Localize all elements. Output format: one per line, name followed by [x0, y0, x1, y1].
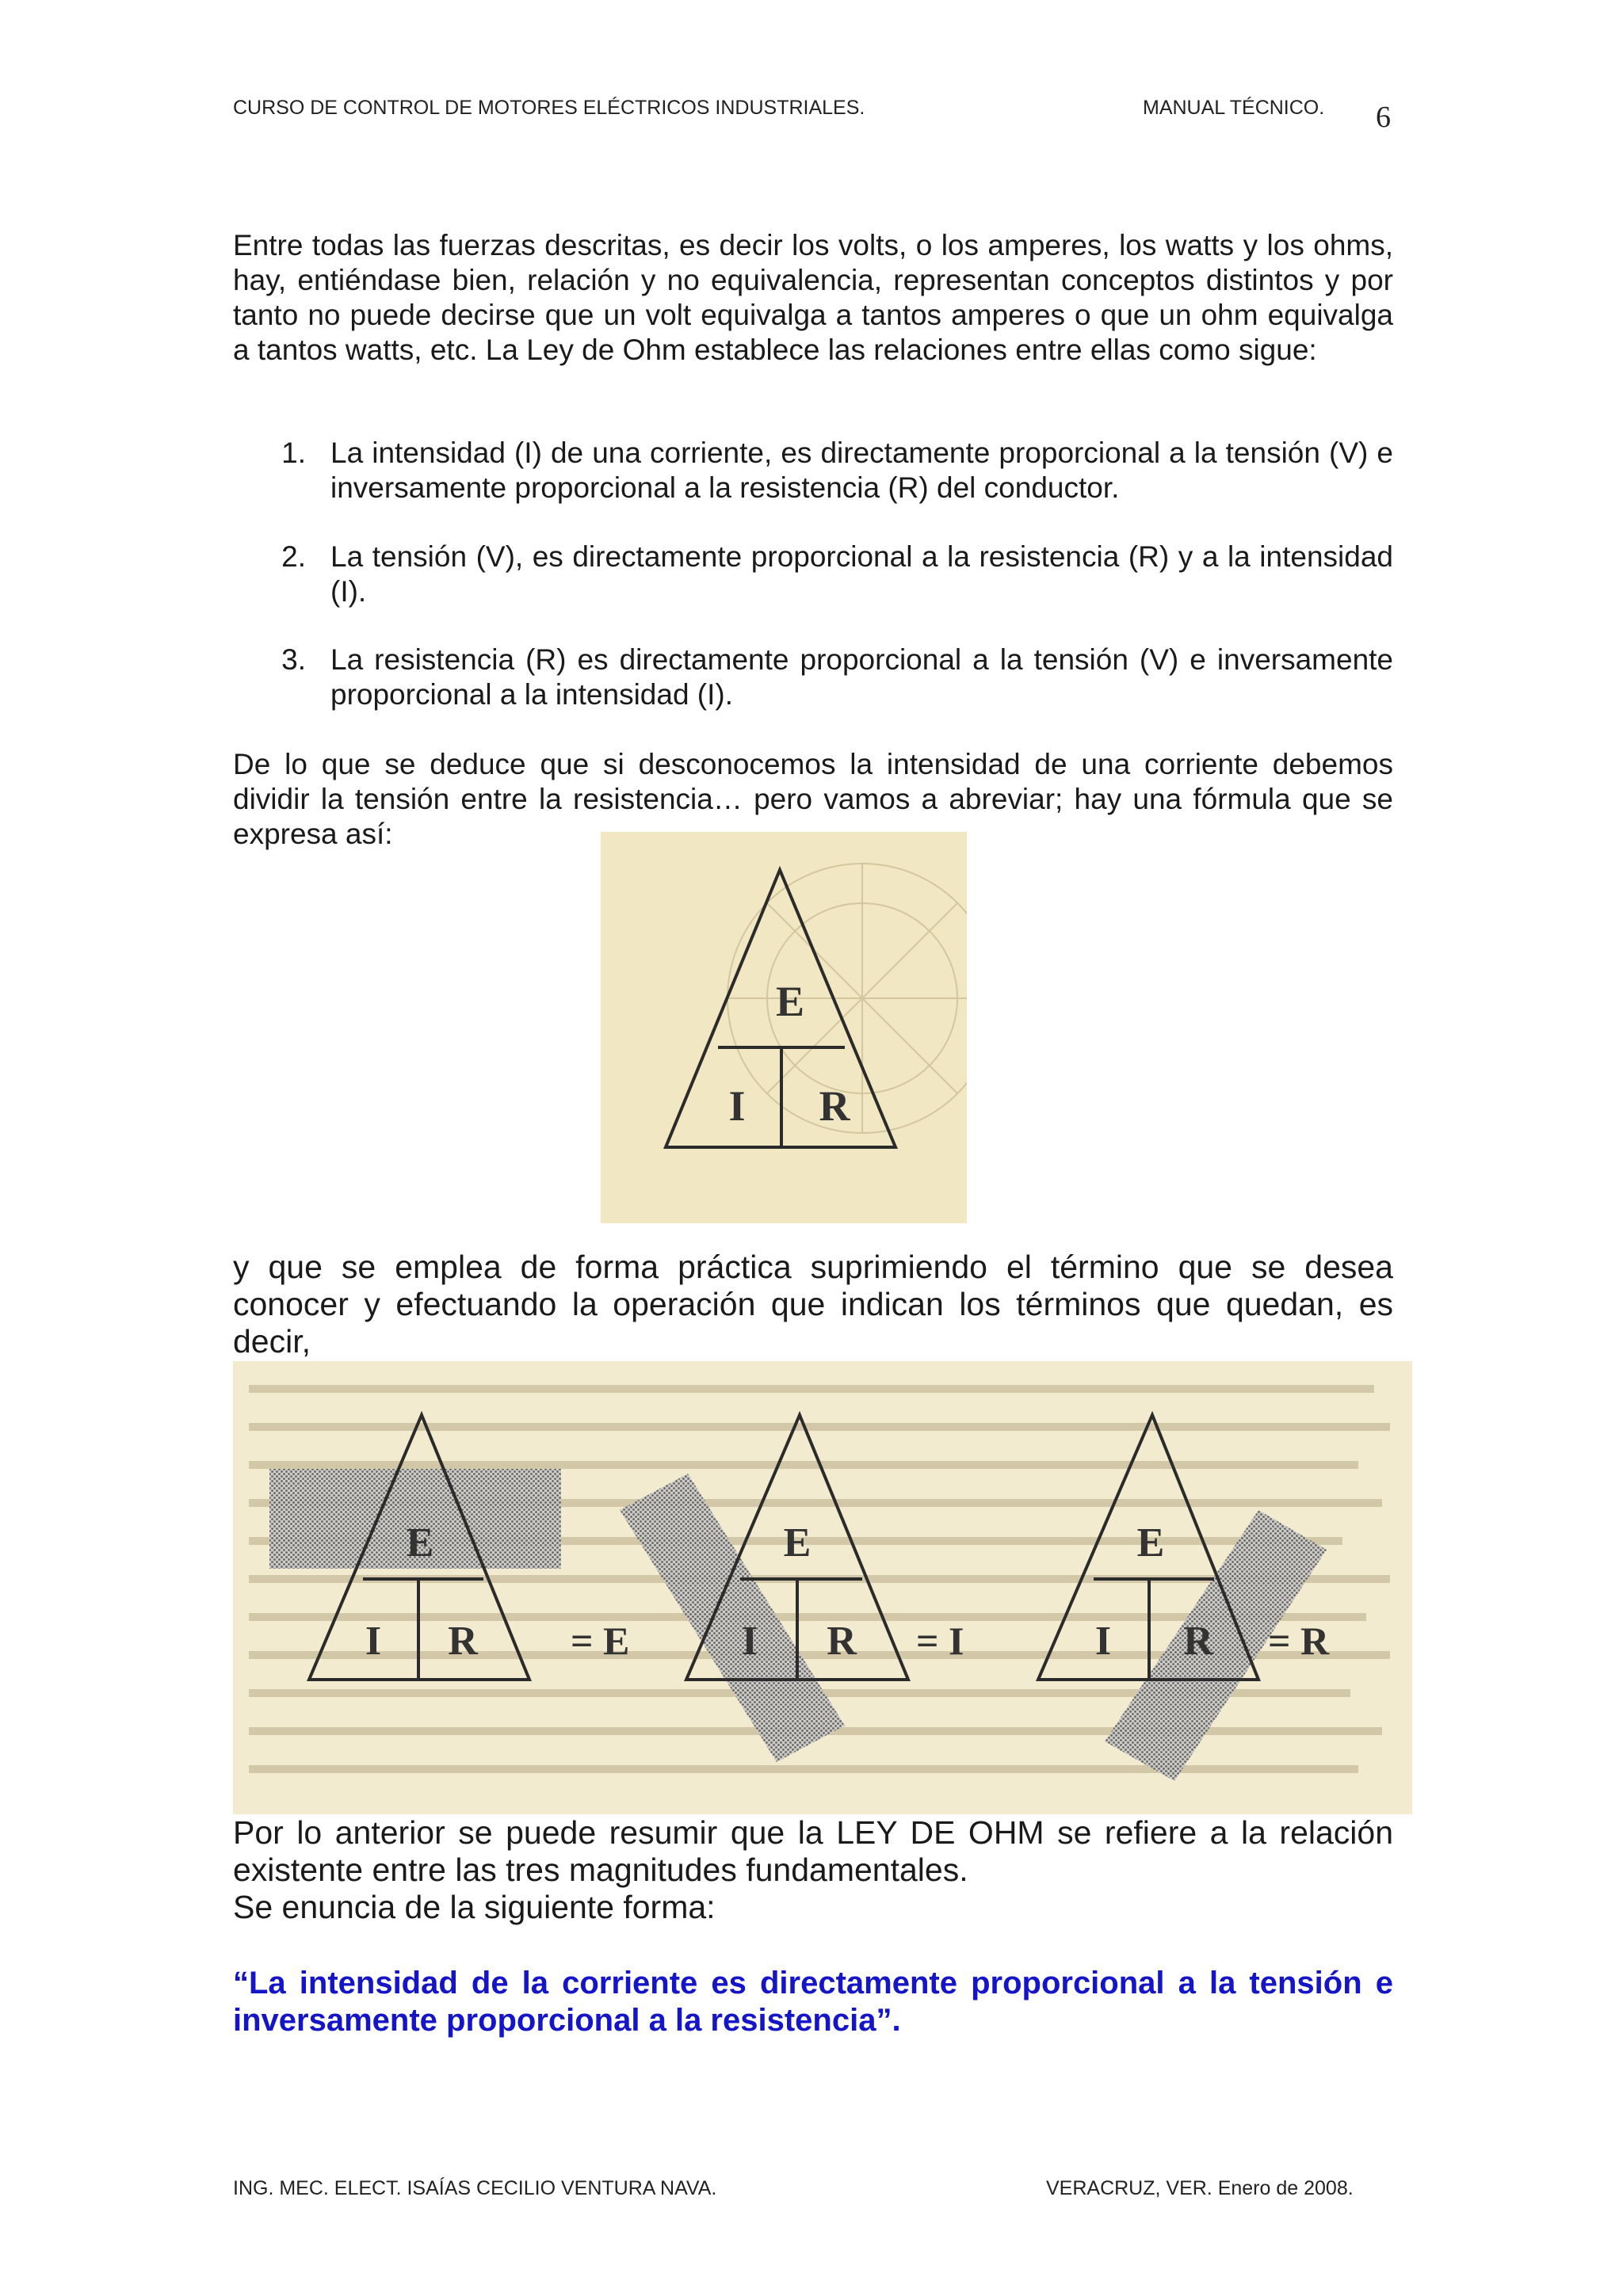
example-3-top-label: E [1136, 1520, 1165, 1566]
ohm-examples-scan [233, 1361, 1412, 1814]
ohm-triangle-figure [601, 832, 967, 1223]
example-2-top-label: E [783, 1520, 812, 1566]
example-1-top-label: E [406, 1520, 434, 1566]
header-manual-label: MANUAL TÉCNICO. [1143, 97, 1325, 119]
triangle-left-label: I [728, 1082, 746, 1130]
example-1-left-label: I [365, 1619, 382, 1664]
example-2-left-label: I [741, 1619, 758, 1664]
rule-2-number: 2. [281, 540, 306, 573]
ohm-triangle-scan [601, 832, 967, 1223]
rule-3-number: 3. [281, 643, 306, 676]
rule-3-text: La resistencia (R) es directamente proporcional a la tensión (V) e inversamente proporcional a la intensidad (I). [330, 643, 1393, 711]
example-1-result: = E [571, 1619, 630, 1663]
rule-1-text: La intensidad (I) de una corriente, es directamente proporcional a la tensión (V) e inversamente proporcional a la resistencia (R) del conductor. [330, 437, 1393, 504]
rule-1-number: 1. [281, 437, 306, 469]
usage-paragraph: y que se emplea de forma práctica suprimiendo el término que se desea conocer y efectuando la operación que indican los términos que quedan, es decir, [233, 1249, 1393, 1360]
header-title: CURSO DE CONTROL DE MOTORES ELÉCTRICOS INDUSTRIALES. [233, 97, 865, 119]
example-3-left-label: I [1094, 1619, 1112, 1664]
summary-intro-line: Se enuncia de la siguiente forma: [233, 1889, 716, 1925]
footer-author: ING. MEC. ELECT. ISAÍAS CECILIO VENTURA NAVA. [233, 2177, 717, 2199]
triangle-top-label: E [775, 978, 805, 1025]
example-3-result: = R [1268, 1619, 1330, 1663]
deduce-paragraph: De lo que se deduce que si desconocemos la intensidad de una corriente debemos dividir la tensión entre la resistencia… pero vamos a abreviar; hay una fórmula que se expresa así: [233, 748, 1393, 850]
example-1-right-label: R [448, 1619, 478, 1664]
example-2-result: = I [916, 1619, 964, 1663]
ohm-law-statement: “La intensidad de la corriente es directamente proporcional a la tensión e inversamente proporcional a la resistencia”. [233, 1966, 1393, 2038]
example-3-right-label: R [1183, 1619, 1213, 1664]
page-number: 6 [1376, 101, 1391, 134]
triangle-right-label: R [819, 1082, 850, 1130]
example-2-right-label: R [827, 1619, 857, 1664]
ohm-examples-figure [233, 1361, 1412, 1814]
summary-paragraph: Por lo anterior se puede resumir que la LEY DE OHM se refiere a la relación existente entre las tres magnitudes fundamentales. [233, 1814, 1393, 1888]
intro-paragraph: Entre todas las fuerzas descritas, es decir los volts, o los amperes, los watts y los ohms, hay, entiéndase bien, relación y no equivalencia, representan conceptos distintos y por tanto no puede decirse que un volt equivalga a tantos amperes o que un ohm equivalga a tantos watts, etc. La Ley de Ohm establece las relaciones entre ellas como sigue: [233, 229, 1393, 366]
footer-date: VERACRUZ, VER. Enero de 2008. [1046, 2177, 1354, 2199]
rule-2-text: La tensión (V), es directamente proporcional a la resistencia (R) y a la intensidad (I). [330, 540, 1393, 608]
